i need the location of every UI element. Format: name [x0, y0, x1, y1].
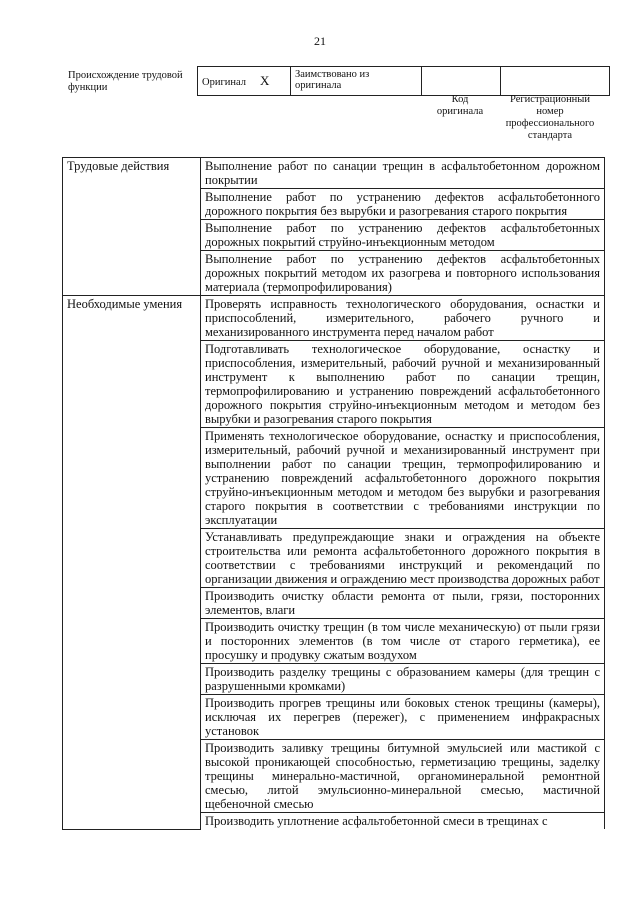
reg-number-caption: Регистрационный номер профессионального стандарта: [505, 94, 595, 141]
section-label-actions: Трудовые действия: [63, 158, 201, 296]
borrowed-cell: Заимствовано из оригинала: [291, 67, 422, 96]
list-item: Устанавливать предупреждающие знаки и ограждения на объекте строительства или ремонта асфальтобетонного дорожного покрытия в соответствии с требованиями инструкций и рекомендаций по организации движения и ограждению мест производства дорожных работ: [201, 529, 605, 588]
list-item: Выполнение работ по санации трещин в асфальтобетонном дорожном покрытии: [201, 158, 605, 189]
reg-number-cell: [501, 67, 610, 96]
original-label: Оригинал: [202, 76, 246, 88]
origin-label: Происхождение трудовой функции: [68, 70, 183, 93]
table-row: [63, 296, 605, 341]
list-item: Выполнение работ по устранению дефектов асфальтобетонного дорожного покрытия без вырубки и разогревания старого покрытия: [201, 189, 605, 220]
list-item: Производить заливку трещины битумной эмульсией или мастикой с высокой проникающей способностью, герметизацию трещины, заделку трещины минерально-мастичной, органоминеральной ремонтной смесью, литой эмульсионно-минеральной смесью, мастичной щебеночной смесью: [201, 740, 605, 813]
list-item: Производить очистку области ремонта от пыли, грязи, посторонних элементов, влаги: [201, 588, 605, 619]
list-item: Проверять исправность технологического оборудования, оснастки и приспособлений, измерительного, рабочего ручного и механизированного инструмента перед началом работ: [201, 296, 605, 341]
function-table: [62, 157, 605, 830]
list-item: Выполнение работ по устранению дефектов асфальтобетонных дорожных покрытий струйно-инъекционным методом: [201, 220, 605, 251]
original-cell: [198, 67, 291, 96]
table-row: [63, 158, 605, 189]
code-cell: [422, 67, 501, 96]
list-item: Применять технологическое оборудование, оснастку и приспособления, измерительный, рабочий ручной и механизированный инструмент при выполнении работ по санации трещин, термопрофилированию и устранению повреждений асфальтобетонного дорожного покрытия струйно-инъекционным методом и методом без вырубки и разогревания старого покрытия в соответствии с требованиями инструкции по эксплуатации: [201, 428, 605, 529]
section-label-skills: Необходимые умения: [63, 296, 201, 830]
list-item: Подготавливать технологическое оборудование, оснастку и приспособления, измерительный, рабочий ручной и механизированный инструмент к выполнению работ по санации трещин, термопрофилированию и устранению повреждений асфальтобетонного дорожного покрытия струйно-инъекционным методом и методом без вырубки и разогревания старого покрытия: [201, 341, 605, 428]
list-item: Производить очистку трещин (в том числе механическую) от пыли грязи и посторонних элементов (в том числе от старого герметика), ее просушку и продувку сжатым воздухом: [201, 619, 605, 664]
list-item: Выполнение работ по устранению дефектов асфальтобетонных дорожных покрытий методом их разогрева и повторного использования материала (термопрофилирования): [201, 251, 605, 296]
list-item: Производить прогрев трещины или боковых стенок трещины (камеры), исключая их перегрев (пережег), с применением инфракрасных установок: [201, 695, 605, 740]
code-caption: Код оригинала: [436, 94, 484, 117]
list-item: Производить разделку трещины с образованием камеры (для трещин с разрушенными кромками): [201, 664, 605, 695]
list-item: Производить уплотнение асфальтобетонной смеси в трещинах с: [201, 813, 605, 830]
page-number: 21: [314, 34, 326, 48]
original-mark: X: [260, 72, 270, 88]
origin-table: [197, 66, 610, 96]
